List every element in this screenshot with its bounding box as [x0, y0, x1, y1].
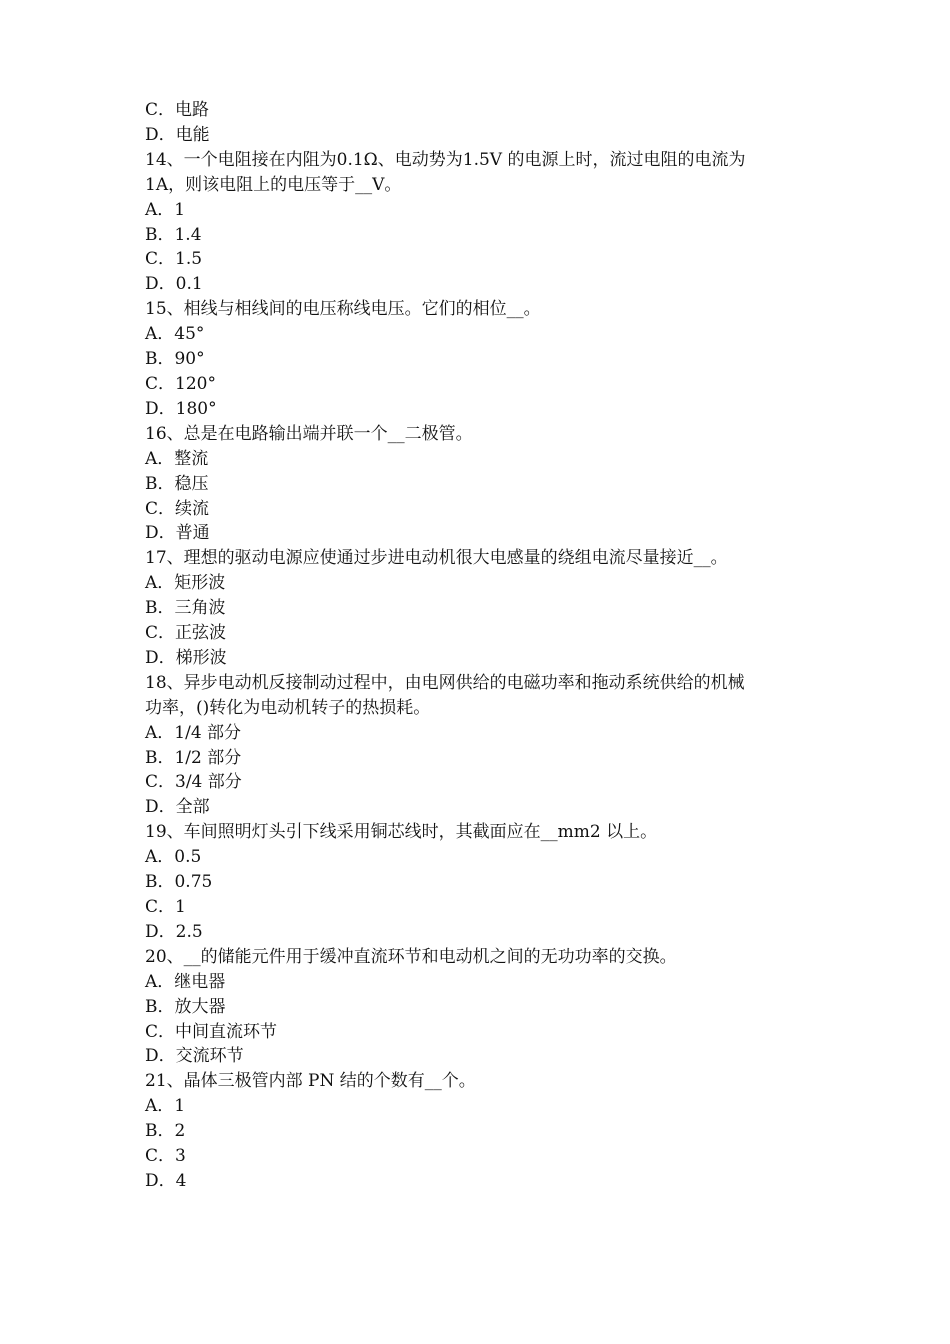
option-c-q17: C．正弦波	[145, 623, 227, 644]
option-d-q18: D．全部	[145, 797, 210, 818]
option-c-q13: C．电路	[145, 100, 210, 120]
option-c-q20: C．中间直流环节	[145, 1021, 278, 1042]
option-d-q13: D．电能	[145, 124, 210, 145]
option-a-q14: A．1	[145, 199, 186, 220]
question-21-text: 21、晶体三极管内部 PN 结的个数有__个。	[145, 1071, 476, 1092]
option-c-q16: C．续流	[145, 498, 210, 519]
option-b-q14: B．1.4	[145, 224, 202, 245]
option-b-q20: B．放大器	[145, 996, 226, 1017]
question-19-text: 19、车间照明灯头引下线采用铜芯线时，其截面应在__mm2 以上。	[145, 822, 658, 843]
option-b-q18: B．1/2 部分	[145, 747, 242, 768]
question-14-text: 14、一个电阻接在内阻为0.1Ω、电动势为1.5V 的电源上时，流过电阻的电流为	[145, 149, 746, 170]
question-list	[145, 98, 815, 1194]
option-d-q15: D．180°	[145, 398, 217, 419]
option-a-q17: A．矩形波	[145, 573, 226, 594]
option-d-q20: D．交流环节	[145, 1046, 244, 1067]
question-15-text: 15、相线与相线间的电压称线电压。它们的相位__。	[145, 299, 541, 320]
question-18-text-cont: 功率，()转化为电动机转子的热损耗。	[145, 697, 431, 718]
option-b-q15: B．90°	[145, 349, 205, 370]
option-d-q14: D．0.1	[145, 274, 203, 295]
question-17-text: 17、理想的驱动电源应使通过步进电动机很大电感量的绕组电流尽量接近__。	[145, 548, 728, 569]
option-a-q16: A．整流	[145, 448, 209, 469]
question-14-text-cont: 1A，则该电阻上的电压等于__V。	[145, 174, 402, 195]
option-b-q21: B．2	[145, 1121, 186, 1142]
option-a-q19: A．0.5	[145, 847, 202, 868]
option-d-q16: D．普通	[145, 523, 210, 544]
option-a-q18: A．1/4 部分	[145, 722, 242, 743]
question-20-text: 20、__的储能元件用于缓冲直流环节和电动机之间的无功功率的交换。	[145, 946, 677, 967]
option-b-q16: B．稳压	[145, 473, 209, 494]
question-16-text: 16、总是在电路输出端并联一个__二极管。	[145, 423, 473, 444]
question-18-text: 18、异步电动机反接制动过程中，由电网供给的电磁功率和拖动系统供给的机械	[145, 672, 745, 693]
option-c-q18: C．3/4 部分	[145, 772, 242, 793]
option-c-q19: C．1	[145, 897, 186, 917]
option-d-q21: D．4	[145, 1170, 187, 1191]
option-d-q17: D．梯形波	[145, 647, 227, 668]
option-c-q15: C．120°	[145, 373, 216, 394]
option-a-q20: A．继电器	[145, 971, 226, 992]
option-a-q21: A．1	[145, 1096, 186, 1117]
option-d-q19: D．2.5	[145, 921, 203, 942]
option-b-q17: B．三角波	[145, 598, 226, 619]
option-c-q14: C．1.5	[145, 249, 203, 270]
option-b-q19: B．0.75	[145, 872, 213, 893]
option-a-q15: A．45°	[145, 324, 205, 345]
option-c-q21: C．3	[145, 1146, 186, 1167]
